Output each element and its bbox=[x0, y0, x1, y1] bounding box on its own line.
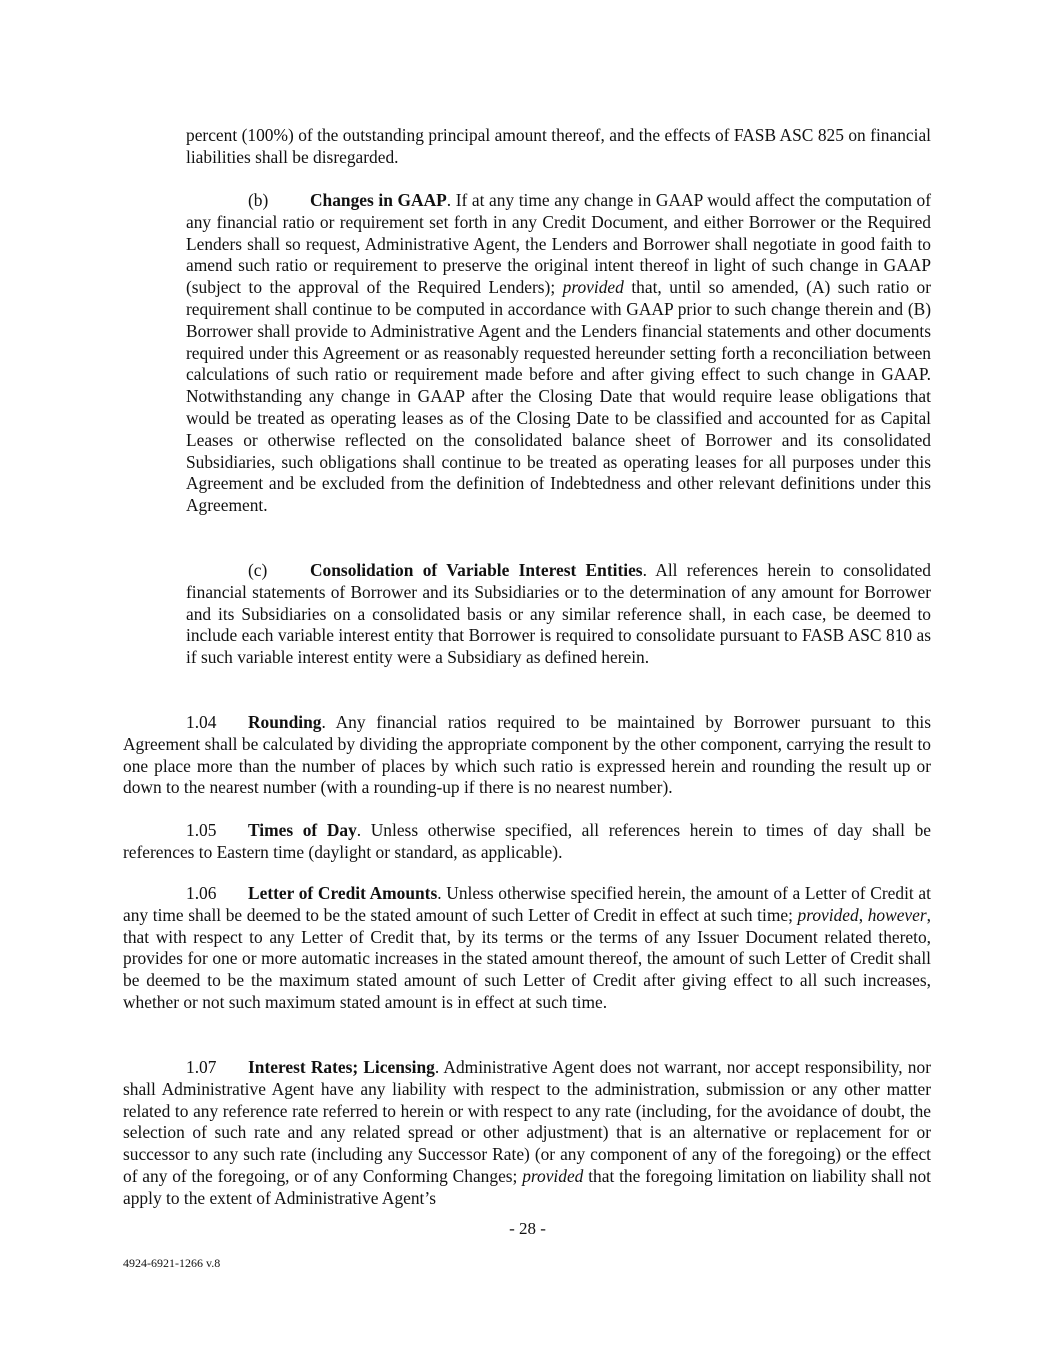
section-number: (c) bbox=[248, 560, 268, 580]
paragraph-text: that the foregoing limitation on liability shall not apply to the extent of Administrative Agent’s bbox=[123, 1165, 931, 1208]
section-b-changes-in-gaap bbox=[186, 190, 931, 517]
paragraph-text: . Any financial ratios required to be maintained by Borrower pursuant to this Agreement shall be calculated by dividing the appropriate component by the other component, carrying the result to one place more than the number of places by which such ratio is expressed herein and rounding the result up or down to the nearest number (with a rounding-up if there is no nearest number). bbox=[123, 712, 931, 798]
paragraph-text: , that with respect to any Letter of Credit that, by its terms or the terms of any Issuer Document related thereto, provides for one or more automatic increases in the stated amount thereof, the amount of such Letter of Credit shall be deemed to be the maximum stated amount of such Letter of Credit after giving effect to all such increases, whether or not such maximum stated amount is in effect at such time. bbox=[123, 904, 931, 1012]
section-number: 1.06 bbox=[186, 883, 217, 903]
document-id: 4924-6921-1266 v.8 bbox=[123, 1256, 221, 1270]
section-heading: Interest Rates; Licensing bbox=[248, 1057, 435, 1077]
section-heading: Letter of Credit Amounts bbox=[248, 883, 438, 903]
paragraph-text: percent (100%) of the outstanding principal amount thereof, and the effects of FASB ASC 825 on financial liabilities shall be disregarded. bbox=[186, 125, 931, 167]
paragraph-text: that, until so amended, (A) such ratio or requirement shall continue to be computed in accordance with GAAP prior to such change therein and (B) Borrower shall provide to Administrative Agent and the Lenders financial statements and other documents required under this Agreement or as reasonably requested hereunder setting forth a reconciliation between calculations of such ratio or requirement made before and after giving effect to such change in GAAP. Notwithstanding any change in GAAP after the Closing Date that would require lease obligations that would be treated as operating leases as of the Closing Date to be classified and accounted for as Capital Leases or otherwise reflected on the consolidated balance sheet of Borrower and its consolidated Subsidiaries, such obligations shall continue to be treated as operating leases for all purposes under this Agreement and be excluded from the definition of Indebtedness and other relevant definitions under this Agreement. bbox=[186, 277, 932, 516]
section-number: 1.07 bbox=[186, 1057, 217, 1077]
section-1-04-rounding bbox=[123, 712, 931, 799]
italic-term: provided bbox=[522, 1165, 584, 1186]
paragraph-continuation bbox=[186, 125, 931, 169]
italic-term: provided bbox=[562, 277, 624, 298]
section-heading: Times of Day bbox=[248, 820, 357, 840]
paragraph-text: . All references herein to consolidated financial statements of Borrower and its Subsidiaries or to the determination of any amount for Borrower and its Subsidiaries on a consolidated basis or any similar reference shall, in each case, be deemed to include each variable interest entity that Borrower is required to consolidate pursuant to FASB ASC 810 as if such variable interest entity were a Subsidiary as defined herein. bbox=[186, 560, 931, 668]
section-1-07-interest-rates-licensing bbox=[123, 1057, 931, 1210]
section-number: (b) bbox=[248, 190, 269, 210]
italic-term: however bbox=[867, 904, 927, 925]
section-c-consolidation bbox=[186, 560, 931, 669]
section-number: 1.05 bbox=[186, 820, 217, 840]
page-number: - 28 - bbox=[509, 1219, 546, 1238]
section-1-05-times-of-day bbox=[123, 820, 931, 864]
section-heading: Changes in GAAP bbox=[310, 190, 447, 210]
paragraph-text: . Administrative Agent does not warrant, nor accept responsibility, nor shall Administrative Agent have any liability with respect to the administration, submission or any other matter related to any reference rate referred to herein or with respect to any rate (including, for the avoidance of doubt, the selection of such rate and any related spread or other adjustment) that is an alternative or replacement for or successor to any such rate (including any Successor Rate) (or any component of any of the foregoing) or the effect of any of the foregoing, or of any Conforming Changes; bbox=[123, 1057, 931, 1186]
section-heading: Consolidation of Variable Interest Entities bbox=[310, 560, 643, 580]
italic-term: provided bbox=[797, 904, 859, 925]
paragraph-text: , bbox=[858, 904, 868, 925]
paragraph-text: . Unless otherwise specified herein, the amount of a Letter of Credit at any time shall be deemed to be the stated amount of such Letter of Credit in effect at such time; bbox=[123, 883, 931, 925]
section-1-06-letter-of-credit-amounts bbox=[123, 883, 931, 1014]
section-heading: Rounding bbox=[248, 712, 322, 732]
paragraph-text: . Unless otherwise specified, all references herein to times of day shall be references to Eastern time (daylight or standard, as applicable). bbox=[123, 820, 931, 862]
paragraph-text: . If at any time any change in GAAP would affect the computation of any financial ratio or requirement set forth in any Credit Document, and either Borrower or the Required Lenders shall so request, Administrative Agent, the Lenders and Borrower shall negotiate in good faith to amend such ratio or requirement to preserve the original intent thereof in light of such change in GAAP (subject to the approval of the Required Lenders); bbox=[186, 190, 931, 298]
section-number: 1.04 bbox=[186, 712, 217, 732]
